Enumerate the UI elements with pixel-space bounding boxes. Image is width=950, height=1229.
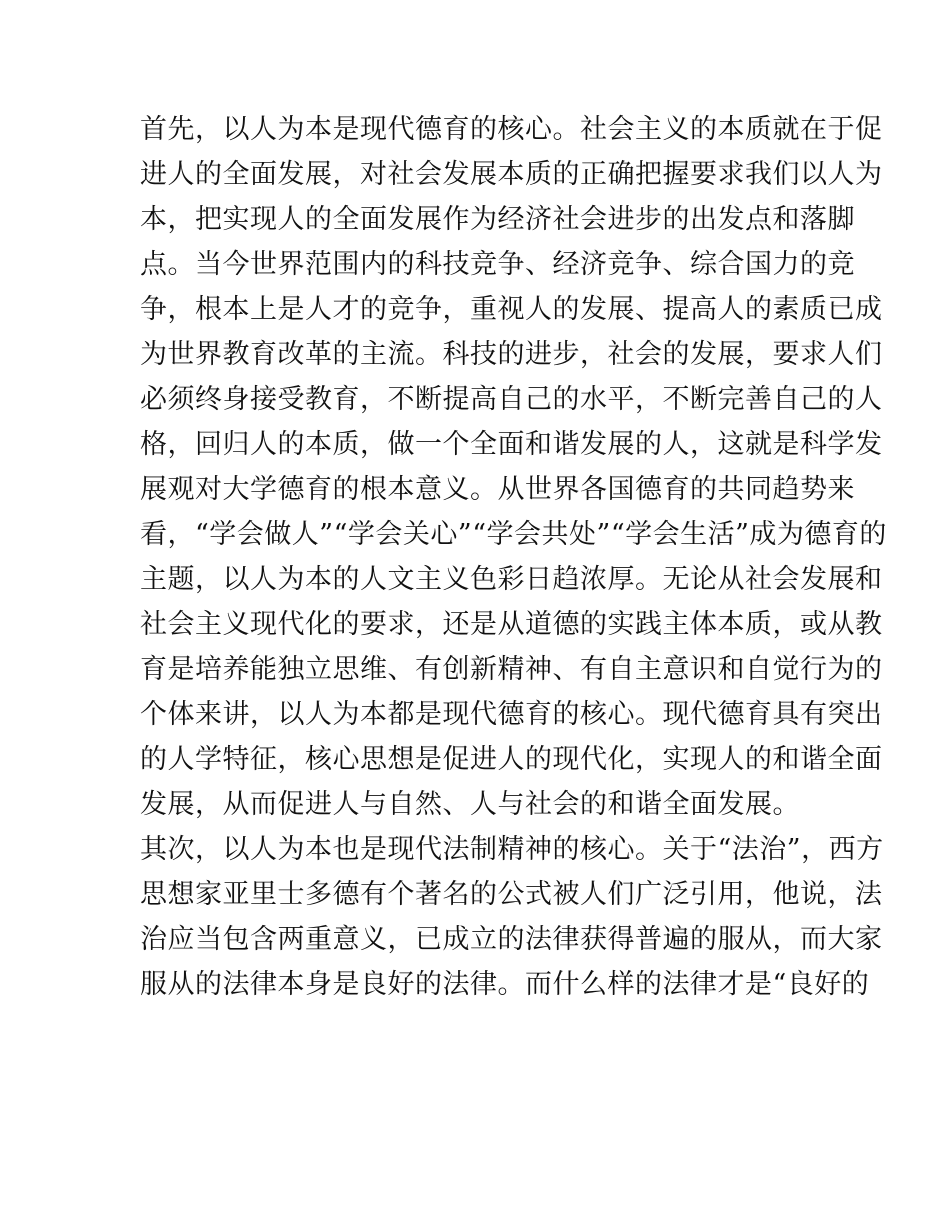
text-line: 进人的全面发展，对社会发展本质的正确把握要求我们以人为: [140, 159, 883, 190]
text-line: 个体来讲，以人为本都是现代德育的核心。现代德育具有突出: [140, 699, 883, 730]
text-line: 其次，以人为本也是现代法制精神的核心。关于“法治”，西方: [140, 834, 884, 865]
text-line: 的人学特征，核心思想是促进人的现代化，实现人的和谐全面: [140, 744, 883, 775]
body-text: [140, 107, 887, 1007]
text-line: 看，“学会做人”“学会关心”“学会共处”“学会生活”成为德育的: [140, 519, 887, 550]
text-line: 治应当包含两重意义，已成立的法律获得普遍的服从，而大家: [140, 924, 883, 955]
text-line: 服从的法律本身是良好的法律。而什么样的法律才是“良好的: [140, 969, 870, 1000]
text-line: 育是培养能独立思维、有创新精神、有自主意识和自觉行为的: [140, 654, 883, 685]
text-line: 必须终身接受教育，不断提高自己的水平，不断完善自己的人: [140, 384, 883, 415]
text-line: 本，把实现人的全面发展作为经济社会进步的出发点和落脚: [140, 204, 855, 235]
text-line: 为世界教育改革的主流。科技的进步，社会的发展，要求人们: [140, 339, 883, 370]
text-line: 争，根本上是人才的竞争，重视人的发展、提高人的素质已成: [140, 294, 883, 325]
text-line: 格，回归人的本质，做一个全面和谐发展的人，这就是科学发: [140, 429, 883, 460]
text-line: 社会主义现代化的要求，还是从道德的实践主体本质，或从教: [140, 609, 883, 640]
text-line: 首先，以人为本是现代德育的核心。社会主义的本质就在于促: [140, 114, 883, 145]
text-line: 点。当今世界范围内的科技竞争、经济竞争、综合国力的竞: [140, 249, 855, 280]
text-line: 思想家亚里士多德有个著名的公式被人们广泛引用，他说，法: [140, 879, 883, 910]
text-line: 发展，从而促进人与自然、人与社会的和谐全面发展。: [140, 789, 800, 820]
text-line: 主题，以人为本的人文主义色彩日趋浓厚。无论从社会发展和: [140, 564, 883, 595]
text-line: 展观对大学德育的根本意义。从世界各国德育的共同趋势来: [140, 474, 855, 505]
